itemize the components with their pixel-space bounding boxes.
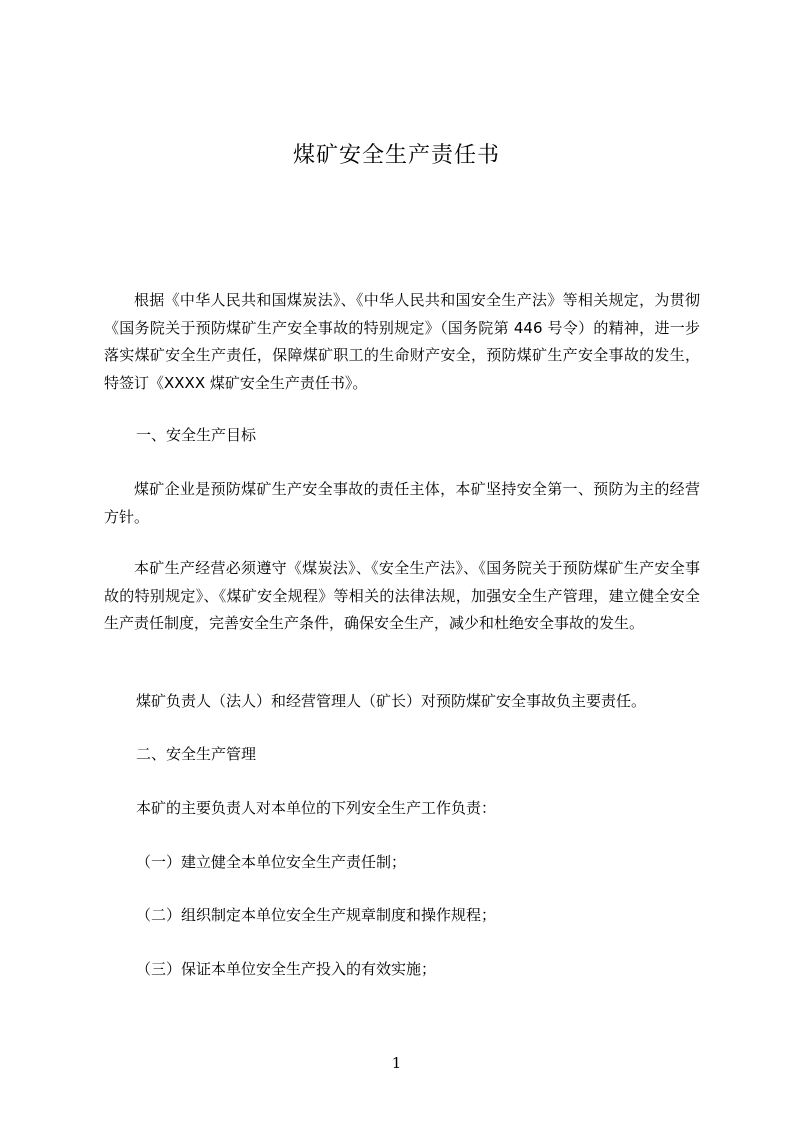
section-1-paragraph-1: 煤矿企业是预防煤矿生产安全事故的责任主体，本矿坚持安全第一、预防为主的经营方针。 bbox=[104, 480, 700, 526]
list-item: （三）保证本单位安全生产投入的有效实施； bbox=[136, 960, 437, 978]
list-item: （一）建立健全本单位安全生产责任制； bbox=[136, 853, 407, 871]
page-number: 1 bbox=[391, 1054, 402, 1072]
section-1-heading: 一、安全生产目标 bbox=[136, 426, 257, 444]
section-1-paragraph-3: 煤矿负责人（法人）和经营管理人（矿长）对预防煤矿安全事故负主要责任。 bbox=[136, 692, 647, 710]
document-title: 煤矿安全生产责任书 bbox=[292, 143, 500, 168]
intro-paragraph: 根据《中华人民共和国煤炭法》、《中华人民共和国安全生产法》等相关规定，为贯彻《国务院关于预防煤矿生产安全事故的特别规定》（国务院第 446 号令）的精神，进一步落实煤矿安全生产责任，保障煤矿职工的生命财产安全，预防煤矿生产安全事故的发生，特签订《XXXX 煤矿安全生产责任书》。 bbox=[104, 291, 700, 392]
section-2-heading: 二、安全生产管理 bbox=[136, 745, 257, 763]
section-2-intro: 本矿的主要负责人对本单位的下列安全生产工作负责： bbox=[136, 799, 497, 817]
section-1-paragraph-2: 本矿生产经营必须遵守《煤炭法》、《安全生产法》、《国务院关于预防煤矿生产安全事故的特别规定》、《煤矿安全规程》等相关的法律法规，加强安全生产管理，建立健全安全生产责任制度，完善安全生产条件，确保安全生产，减少和杜绝安全事故的发生。 bbox=[104, 559, 700, 632]
list-item: （二）组织制定本单位安全生产规章制度和操作规程； bbox=[136, 906, 497, 924]
